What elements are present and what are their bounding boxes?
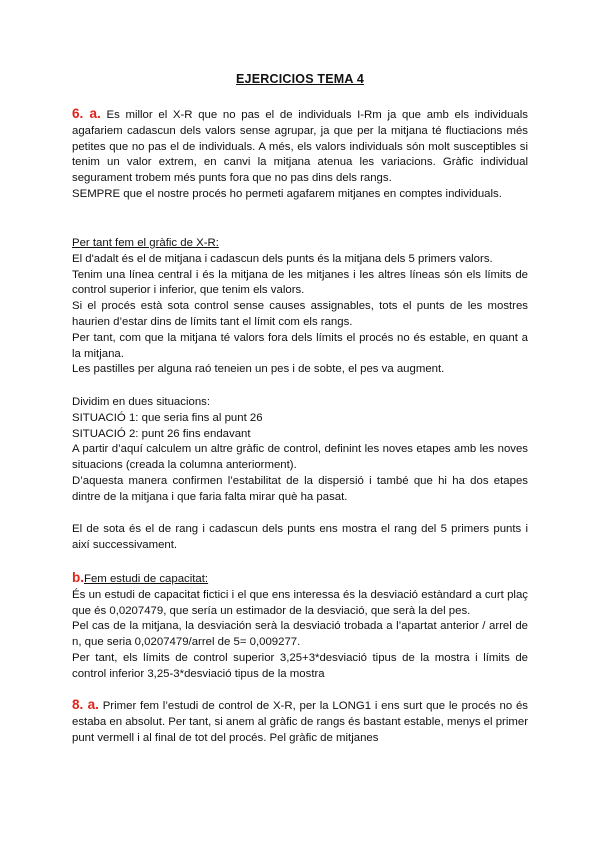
- xr-line-5: Les pastilles per alguna raó teneien un pes i de sobte, el pes va augment.: [72, 363, 445, 376]
- capacity-paragraph-2: Pel cas de la mitjana, la desviación serà la desviació trobada a l’apartat anterior / arrel de n, que seria 0,0207479/arrel de 5= 0,009277.: [72, 620, 528, 649]
- capacity-paragraph-1: És un estudi de capacitat fictici i el que ens interessa és la desviació estàndard a curt plaç que és 0,0207479, que sería un estimador de la desviació, que serà la del pes.: [72, 588, 528, 617]
- exercise-6a-paragraph: [72, 106, 528, 187]
- document-title: EJERCICIOS TEMA 4: [236, 72, 364, 86]
- xr-line-2: Tenim una línea central i és la mitjana de les mitjanes i les altres líneas són els límits de control superior i inferior, que tenim els valors.: [72, 268, 528, 297]
- capacity-paragraph-3: Per tant, els límits de control superior 3,25+3*desviació tipus de la mostra i límits de control inferior 3,25-3*desviació tipus de la mostra: [72, 651, 528, 680]
- exercise-8a-text: Primer fem l’estudi de control de X-R, per la LONG1 i ens surt que le procés no és estaba en absolut. Per tant, si anem al gràfic de rangs és bastant estable, menys el primer punt vermell i al final de tot del procés. Pel gràfic de mitjanes: [72, 700, 528, 744]
- exercise-letter: b.: [72, 570, 84, 585]
- xr-line-3: Si el procés està sota control sense causes assignables, tots el punts de les mostres haurien d’estar dins de límits tant el límit com els rangs.: [72, 300, 528, 328]
- exercise-6a-text: Es millor el X-R que no pas el de individuals I-Rm ja que amb els individuals agafariem cadascun dels valors sense agrupar, ja que per la mitjana té fluctiacions més petites que no pas el de individuals. A més, els valors individuals són molt susceptibles si tenim un valor extrem, en canvi la mitjana atenua les variacions. Gràfic individual segurament trobem més punts fora que no pas dins dels rangs.: [72, 109, 528, 185]
- situation-1: SITUACIÓ 1: que seria fins al punt 26: [72, 411, 263, 424]
- situations-section: [72, 395, 528, 506]
- exercise-number: 6. a.: [72, 106, 101, 121]
- xr-line-1: El d'adalt és el de mitjana i cadascun dels punts és la mitjana dels 5 primers valors.: [72, 252, 493, 265]
- xr-chart-section: [72, 236, 528, 378]
- exercise-6a-section: [72, 106, 528, 203]
- situations-paragraph-1: A partir d’aquí calculem un altre gràfic de control, definint les noves etapes amb les noves situacions (creada la columna anteriorment).: [72, 443, 528, 472]
- range-section: [72, 522, 528, 554]
- range-paragraph: El de sota és el de rang i cadascun dels punts ens mostra el rang del 5 primers punts i així successivament.: [72, 523, 528, 551]
- capacity-heading-line: [72, 570, 528, 588]
- capacity-heading: Fem estudi de capacitat:: [84, 573, 209, 585]
- situation-2: SITUACIÓ 2: punt 26 fins endavant: [72, 427, 251, 440]
- exercise-6a-note: SEMPRE que el nostre procés ho permeti agafarem mitjanes en comptes individuals.: [72, 187, 502, 200]
- exercise-8a-paragraph: [72, 697, 528, 746]
- xr-line-4: Per tant, com que la mitjana té valors fora dels límits el procés no és estable, en quant a la mitjana.: [72, 331, 528, 360]
- exercise-8a-section: [72, 697, 528, 746]
- situations-intro: Dividim en dues situacions:: [72, 396, 211, 408]
- xr-heading: Per tant fem el gràfic de X-R:: [72, 237, 219, 249]
- situations-paragraph-2: D’aquesta manera confirmen l’estabilitat de la dispersió i també que hi ha dos etapes dintre de la mitjana i que faria falta mirar què ha pasat.: [72, 474, 528, 503]
- capacity-section: [72, 570, 528, 683]
- exercise-number: 8. a.: [72, 697, 99, 712]
